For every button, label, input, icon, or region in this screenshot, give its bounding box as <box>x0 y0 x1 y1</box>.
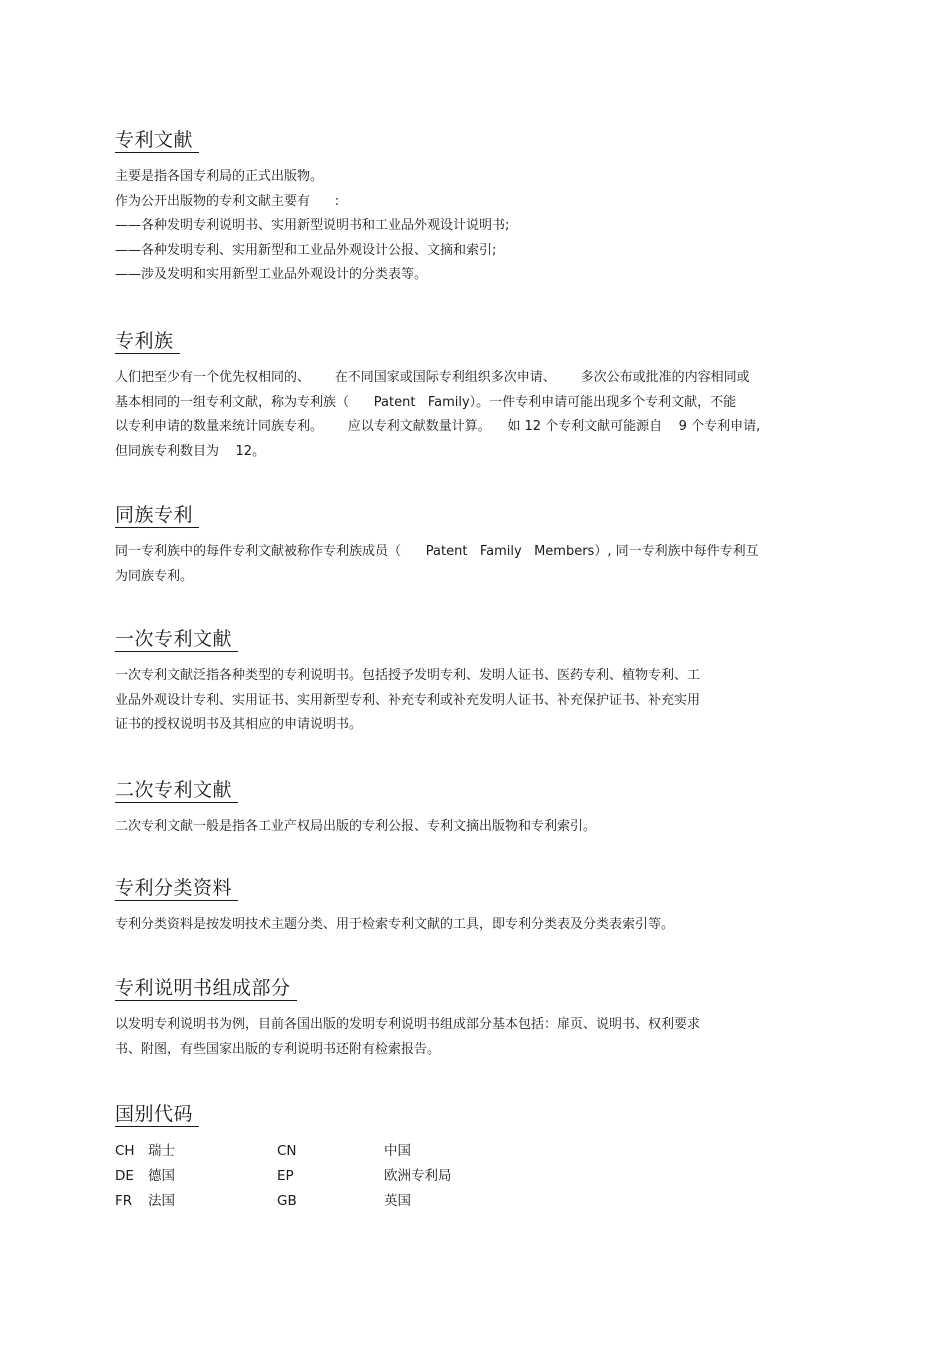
country-name: 法国 <box>148 1193 175 1209</box>
country-code: CN <box>277 1143 297 1159</box>
country-code-row <box>115 1139 855 1164</box>
country-code-row <box>115 1164 855 1189</box>
country-name: 英国 <box>384 1193 411 1209</box>
section-heading: 专利分类资料 <box>115 876 238 901</box>
paragraph-line: 主要是指各国专利局的正式出版物。 <box>115 169 324 184</box>
country-name: 德国 <box>148 1168 175 1184</box>
section-country-codes <box>115 1102 855 1219</box>
country-code: EP <box>277 1168 294 1184</box>
paragraph-line: 业品外观设计专利、实用证书、实用新型专利、补充专利或补充发明人证书、补充保护证书、补充实用 <box>115 692 701 708</box>
paragraph-line: 作为公开出版物的专利文献主要有 : <box>115 193 340 209</box>
paragraph-line: ——涉及发明和实用新型工业品外观设计的分类表等。 <box>115 267 428 282</box>
country-code: GB <box>277 1193 297 1209</box>
country-name: 瑞士 <box>148 1143 175 1159</box>
section-secondary-patent-documents <box>115 778 855 840</box>
paragraph-line: 书、附图，有些国家出版的专利说明书还附有检索报告。 <box>115 1041 441 1057</box>
section-heading: 专利文献 <box>115 128 199 153</box>
paragraph-line: 同一专利族中的每件专利文献被称作专利族成员（ Patent Family Members）, 同一专利族中每件专利互 <box>115 544 759 559</box>
section-heading: 一次专利文献 <box>115 627 238 652</box>
section-primary-patent-documents <box>115 627 855 738</box>
paragraph-line: 以发明专利说明书为例，目前各国出版的发明专利说明书组成部分基本包括：扉页、说明书、权利要求 <box>115 1017 701 1032</box>
paragraph-line: ——各种发明专利说明书、实用新型说明书和工业品外观设计说明书; <box>115 218 510 233</box>
section-heading: 国别代码 <box>115 1102 199 1127</box>
paragraph-line: 证书的授权说明书及其相应的申请说明书。 <box>115 717 363 732</box>
paragraph-line: 以专利申请的数量来统计同族专利。 应以专利文献数量计算。 如 12 个专利文献可能源自 9 个专利申请, <box>115 419 761 434</box>
section-patent-literature <box>115 128 855 288</box>
paragraph-line: ——各种发明专利、实用新型和工业品外观设计公报、文摘和索引; <box>115 242 497 258</box>
country-name: 中国 <box>384 1143 411 1159</box>
section-patent-classification <box>115 876 855 938</box>
country-code: FR <box>115 1193 133 1209</box>
country-code: CH <box>115 1143 135 1159</box>
paragraph-line: 一次专利文献泛指各种类型的专利说明书。包括授予发明专利、发明人证书、医药专利、植物专利、工 <box>115 668 701 683</box>
paragraph-line: 基本相同的一组专利文献，称为专利族（ Patent Family）。一件专利申请可能出现多个专利文献，不能 <box>115 394 737 410</box>
paragraph-line: 二次专利文献一般是指各工业产权局出版的专利公报、专利文摘出版物和专利索引。 <box>115 819 597 834</box>
section-heading: 专利族 <box>115 329 180 354</box>
paragraph-line: 为同族专利。 <box>115 568 194 584</box>
section-heading: 专利说明书组成部分 <box>115 976 297 1001</box>
section-heading: 二次专利文献 <box>115 778 238 803</box>
country-code-table <box>115 1139 855 1219</box>
paragraph-line: 专利分类资料是按发明技术主题分类、用于检索专利文献的工具，即专利分类表及分类表索引等。 <box>115 917 675 932</box>
country-name: 欧洲专利局 <box>384 1168 452 1184</box>
section-specification-components <box>115 976 855 1062</box>
country-code-row <box>115 1189 855 1214</box>
section-heading: 同族专利 <box>115 503 199 528</box>
section-patent-family <box>115 329 855 464</box>
section-family-patents <box>115 503 855 589</box>
country-code: DE <box>115 1168 134 1184</box>
paragraph-line: 但同族专利数目为 12。 <box>115 443 266 459</box>
paragraph-line: 人们把至少有一个优先权相同的、 在不同国家或国际专利组织多次申请、 多次公布或批准的内容相同或 <box>115 370 750 385</box>
